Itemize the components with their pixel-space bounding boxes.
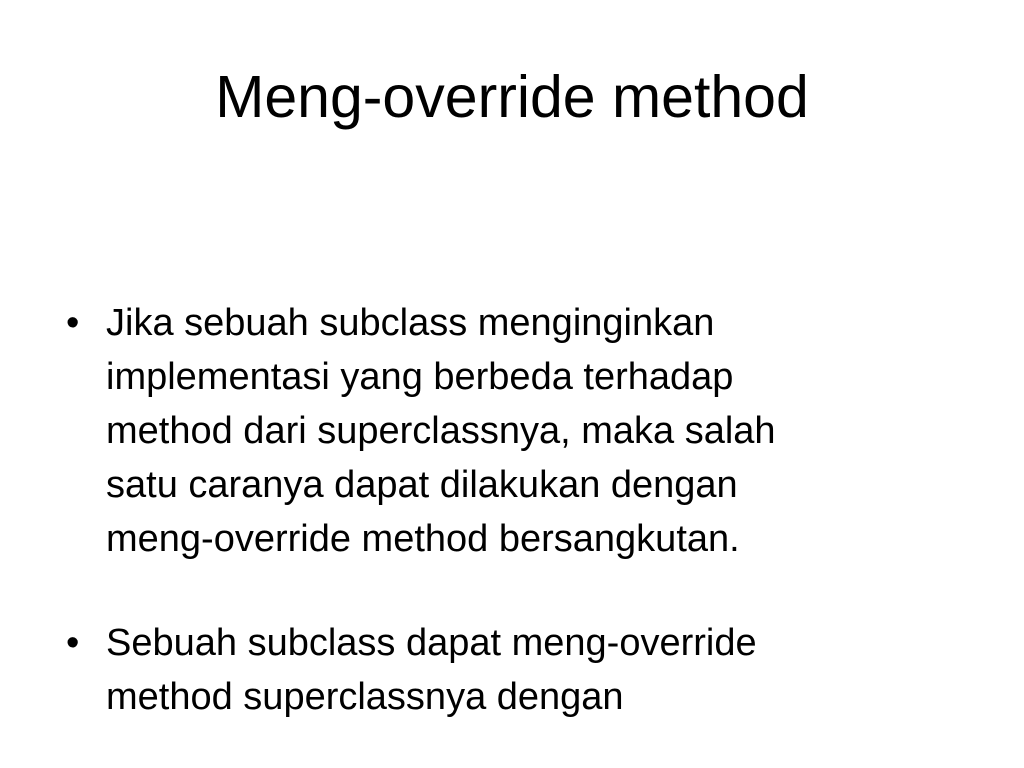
bullet-text-line: meng-override method bersangkutan. xyxy=(106,518,740,560)
bullet-text-line: method dari superclassnya, maka salah xyxy=(106,410,776,452)
bullet-item xyxy=(66,616,966,724)
bullet-marker: • xyxy=(66,302,80,344)
bullet-text-line: Jika sebuah subclass menginginkan xyxy=(106,302,715,344)
bullet-text-line: satu caranya dapat dilakukan dengan xyxy=(106,464,738,506)
bullet-text-line: method superclassnya dengan xyxy=(106,676,624,718)
bullet-text-line: Sebuah subclass dapat meng-override xyxy=(106,622,757,664)
bullet-marker: • xyxy=(66,622,80,664)
slide-title: Meng-override method xyxy=(215,64,809,130)
bullet-item xyxy=(66,296,966,566)
bullet-list xyxy=(66,296,966,768)
bullet-text-line: implementasi yang berbeda terhadap xyxy=(106,356,734,398)
